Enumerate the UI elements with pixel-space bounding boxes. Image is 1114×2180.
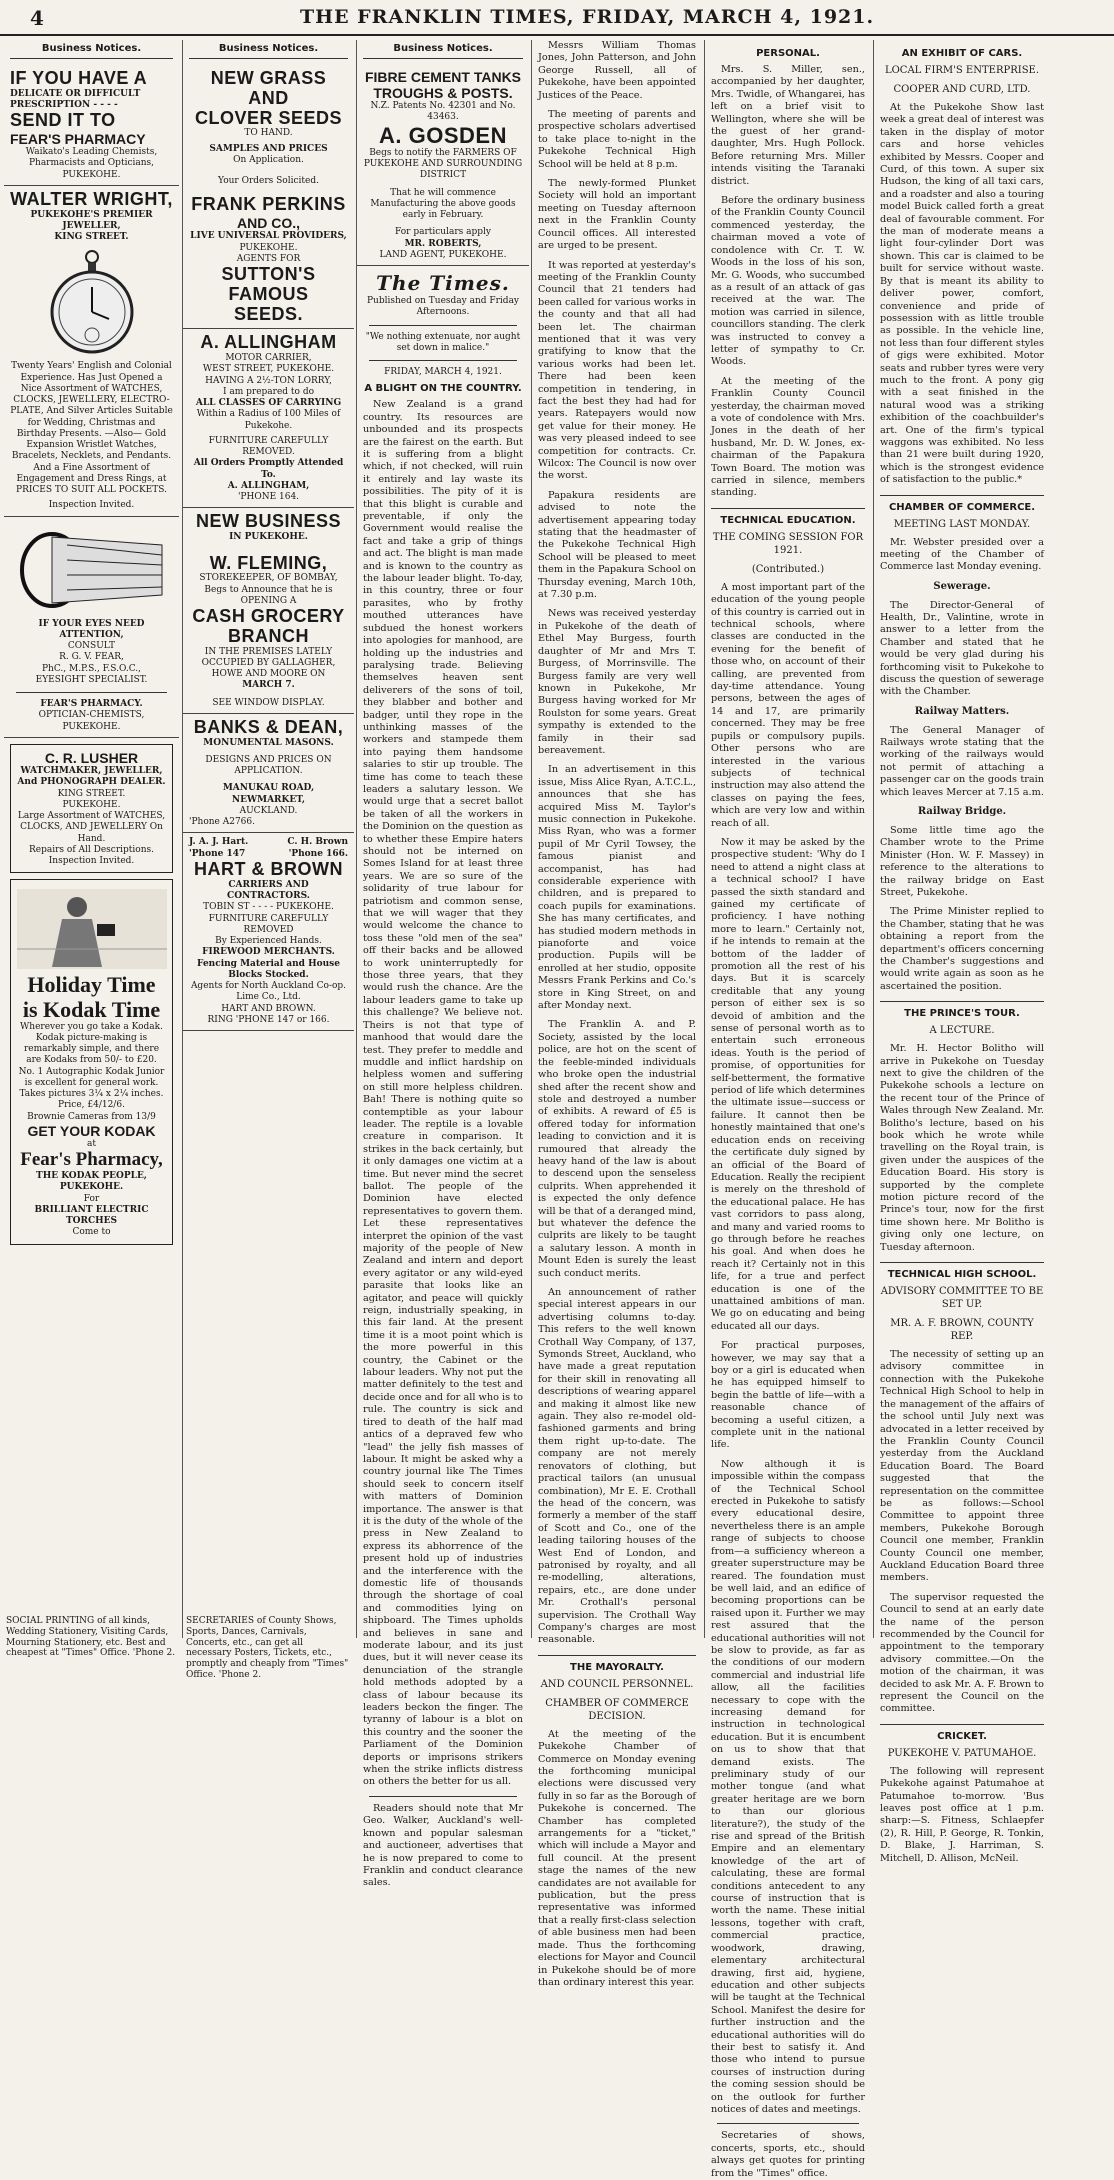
ad-headline: FEAR'S PHARMACY (10, 131, 146, 148)
paragraph: Some little time ago the Chamber wrote to the Prime Minister (Hon. W. F. Massey) in reference to the alterations to the railway bridge on East Street, Pukekohe. (880, 824, 1044, 898)
column-5 (704, 40, 871, 2179)
section-heading: THE MAYORALTY. (538, 1655, 696, 1674)
ad-text: For particulars apply (395, 227, 491, 238)
ad-text: Within a Radius of 100 Miles of Pukekohe. (196, 409, 341, 431)
ad-text: OPENING A (240, 595, 297, 606)
ad-text: C. H. Brown 'Phone 166. (287, 837, 348, 859)
eyeglasses-icon (12, 525, 172, 615)
ad-text: Come to (72, 1227, 111, 1238)
ad-headline: WALTER WRIGHT, (10, 188, 173, 209)
ad-text: That he will commence Manufacturing the above goods early in February. (370, 187, 516, 221)
paragraph: Mrs. S. Miller, sen., accompanied by her daughter, Mrs. Twidle, of Whangarei, has left on a brief visit to Wellington, where she will be the guest of her grand-daughter, Mrs. Hugh Pollock. Before returning Mrs. Miller intends visiting the Taranaki district. (711, 64, 865, 187)
subhead: Sewerage. (933, 580, 991, 592)
editorial-date: FRIDAY, MARCH 4, 1921. (384, 367, 502, 378)
ad-text: Kodak picture-making is remarkably simple, and there are Kodaks from 50/- to £20. (23, 1032, 160, 1066)
ad-text: Large Assortment of WATCHES, CLOCKS, AND JEWELLERY On Hand. (17, 811, 166, 844)
ad-headline: SEND IT TO (10, 110, 116, 131)
ad-headline: IF YOUR EYES NEED ATTENTION, (38, 618, 145, 640)
section-subheading: THE COMING SESSION FOR 1921. (712, 531, 864, 556)
column-1 (4, 40, 179, 1638)
newspaper-name: The Times. (376, 271, 510, 296)
paragraph: The General Manager of Railways wrote stating that the working of the railways would not permit of attaching a passenger car on the goods train which leaves Mercer at 7.15 a.m. (880, 724, 1044, 798)
eyesight-ad (4, 517, 179, 738)
ad-text: PUKEKOHE. (62, 169, 121, 180)
ad-text: KING STREET. (57, 788, 126, 799)
ad-text: HART AND BROWN. (221, 1003, 316, 1014)
paragraph: Secretaries of shows, concerts, sports, etc., should always get quotes for printing from the "Times" office. (711, 2130, 865, 2179)
ad-text: PUKEKOHE. (239, 242, 298, 253)
ad-text: IN THE PREMISES LATELY OCCUPIED BY GALLAGHER, HOWE AND MOORE ON (201, 646, 336, 680)
paragraph: The meeting of parents and prospective scholars advertised to take place to-night in the Pukekohe Technical High School will be held at 8 p.m. (538, 109, 696, 170)
ad-text: MONUMENTAL MASONS. (203, 737, 334, 748)
chamber-article (874, 537, 1050, 994)
ad-headline: FRANK PERKINS (191, 194, 346, 215)
section-subheading: (Contributed.) (751, 563, 825, 575)
ad-text: R. G. V. FEAR, (59, 652, 124, 663)
ad-headline: A. GOSDEN (379, 122, 507, 148)
subhead: Railway Matters. (914, 705, 1010, 717)
paragraph: Readers should note that Mr Geo. Walker, Auckland's well-known and popular salesman and auctioneer, advertises that he is now prepared to come to Franklin and conduct clearance sales. (363, 1802, 523, 1889)
kodak-ad (10, 879, 173, 1244)
paragraph: The Franklin A. and P. Society, assisted by the local police, are hot on the scent of the feeble-minded individuals who broke open the industrial shed after the recent show and stole and destroyed a number of exhibits. A reward of £5 is offered today for information leading to conviction and it is rumoured that already the heavy hand of the law is about to descend upon the senseless culprits. When apprehended it is expected the only defence will be that of a deranged mind, but whatever the defence the culprits are likely to be taught a salutary lesson. A month in Mount Eden is surely the least such conduct merits. (538, 1019, 696, 1279)
paragraph: Mr. Webster presided over a meeting of the Chamber of Commerce last Monday evening. (880, 536, 1044, 573)
ad-text: For (83, 1193, 100, 1204)
ad-text: Begs to notify the FARMERS OF PUKEKOHE AND SURROUNDING DISTRICT (363, 147, 523, 181)
ad-headline: BRANCH (228, 625, 309, 646)
ad-text: BRILLIANT ELECTRIC TORCHES (34, 1204, 149, 1227)
ad-headline: HART & BROWN (194, 858, 343, 879)
ad-headline: AND CO., (237, 215, 300, 232)
fleming-ad (183, 508, 354, 713)
ad-text: MOTOR CARRIER, (225, 353, 312, 364)
section-subheading: COOPER AND CURD, LTD. (893, 84, 1031, 95)
paragraph: For practical purposes, however, we may say that a boy or a girl is educated when he has equipped himself to begin the battle of life—with a reasonable chance of becoming a useful citizen, a complete unit in the national life. (711, 1340, 865, 1451)
paragraph: At the meeting of the Pukekohe Chamber of Commerce on Monday evening the forthcoming municipal elections were discussed very fully in so far as the Borough of Pukekohe is concerned. The Chamber has completed arrangements for a "ticket," which will include a Mayor and full council. At the present stage the names of the new candidates are not available for publication, but the press representative was informed that a really first-class selection of able business men had been made. Thus the forthcoming elections for Mayor and Council in Pukekohe should be of more than ordinary interest this year. (538, 1728, 696, 1988)
ad-text: 'PHONE 164. (237, 492, 300, 503)
ad-text: MARCH 7. (242, 680, 295, 691)
local-news (532, 40, 702, 1647)
column-header: Business Notices. (363, 40, 523, 59)
column-header: Business Notices. (10, 40, 173, 59)
ad-text: LIVE UNIVERSAL PROVIDERS, (190, 231, 347, 242)
ad-text: All Orders Promptly Attended To. (193, 458, 344, 480)
paragraph: The Director-General of Health, Dr., Valintine, wrote in answer to a letter from the Chamber and stated that he would be very glad during his forthcoming visit to Pukekohe to discuss the question of sewerage with the Chamber. (880, 599, 1044, 698)
ad-text: I am prepared to do (222, 386, 315, 397)
ad-headline: NEW GRASS AND (210, 68, 327, 108)
section-heading: CHAMBER OF COMMERCE. (880, 495, 1044, 514)
ad-text: PUKEKOHE'S PREMIER (30, 209, 153, 220)
paragraph: The Prime Minister replied to the Chamber, stating that he was obtaining a report from the department's officers concerning the Chamber's suggestions and would write again as soon as he ascertained the position. (880, 906, 1044, 992)
ad-headline: GET YOUR KODAK (27, 1122, 156, 1139)
paragraph: An announcement of rather special interest appears in our advertising columns to-day. This refers to the well known Crothall Way Company, of 137, Symonds Street, Auckland, who have made a great reputation for their skill in renovating all descriptions of wearing apparel and making it almost like new again. They also re-model old-fashioned garments and bring them right up-to-date. The company are not merely renovators of clothing, but practical tailors (an unusual combination), Mr E. E. Crothall the head of the concern, was formerly a member of the staff of Scott and Co., one of the leading tailoring houses of the West End of London, and patronised by royalty, and all re-modelling, alterations, repairs, etc., are done under Mr. Crothall's personal supervision. The Crothall Way Company's charges are most reasonable. (538, 1287, 696, 1646)
technical-school-article (874, 1349, 1050, 1716)
ad-headline: SUTTON'S FAMOUS (221, 264, 316, 304)
paragraph: At the meeting of the Franklin County Council yesterday, the chairman moved a vote of condolence with Mrs. Jones in the death of her husband, Mr. D. W. Jones, ex-chairman of the Papakura Town Board. The motion was carried in silence, members standing. (711, 375, 865, 499)
ad-text: DELICATE OR DIFFICULT PRESCRIPTION - - - - (10, 88, 141, 111)
ad-text: CARRIERS AND CONTRACTORS. (227, 879, 310, 901)
column-header: Business Notices. (189, 40, 348, 59)
ad-text: ALL CLASSES OF CARRYING (195, 398, 342, 409)
ad-text: FURNITURE CAREFULLY REMOVED (208, 913, 329, 935)
ad-headline: A. ALLINGHAM (200, 332, 337, 353)
section-subheading: A LECTURE. (929, 1025, 995, 1037)
column-3 (356, 40, 529, 1889)
ad-text: TO HAND. (244, 128, 293, 139)
ad-text: On Application. (233, 154, 304, 165)
ad-text: Repairs of All Descriptions. (29, 844, 154, 855)
ad-text: JEWELLER, (62, 220, 121, 231)
ad-headline: TROUGHS & POSTS. (373, 85, 513, 102)
ad-text: N.Z. Patents No. 42301 and No. 43463. (370, 101, 516, 123)
paragraph: The supervisor requested the Council to send at an early date the name of the person recommended by the Council for appointment to the temporary advisory committee.—On the motion of the chairman, it was decided to ask Mr. A. F. Brown to represent the Council on the committee. (880, 1591, 1044, 1715)
ad-text: RING 'PHONE 147 or 166. (207, 1014, 330, 1025)
ad-text: 'Phone A2766. (189, 817, 255, 828)
ad-text: Inspection Invited. (48, 500, 135, 511)
ad-headline: Fear's Pharmacy, (20, 1149, 163, 1171)
ad-text: MR. ROBERTS, (404, 238, 482, 249)
paragraph: Now it may be asked by the prospective student: 'Why do I need to attend a night class at a technical school? I have passed the sixth standard and gained my certificate of proficiency. I have nothing more to learn." Certainly not, if he intends to remain at the bottom of the ladder of promotion all the rest of his days. But it is scarcely creditable that any young person of either sex is so devoid of ambition and the sense of personal worth as to entertain such erroneous ideas. Youth is the period of promise, of opportunities for self-betterment, the formative period of life which determines the ultimate issue—success or failure. It cannot then be honestly maintained that one's education ends on receiving the certificate duly signed by an official of the Board of Education. Really the recipient is merely on the threshold of the educational palace. He has vast corridors to pass along, and many and varied rooms to go through before he reaches his goal. And when does he reach it? Certainly not in this life, for a true and perfect education is one of the unattained ambitions of man. We go on educating and being educated all our days. (711, 836, 865, 1332)
footer-notice: SOCIAL PRINTING of all kinds, Wedding Stationery, Visiting Cards, Mourning Stationery, etc. Best and cheapest at "Times" Office. 'Phone 2. (6, 1616, 176, 1659)
ad-text: OPTICIAN-CHEMISTS, (38, 710, 145, 721)
subhead: Railway Bridge. (917, 806, 1007, 818)
allingham-ad (183, 329, 354, 508)
section-subheading: LOCAL FIRM'S ENTERPRISE. (884, 65, 1040, 76)
ad-text: LAND AGENT, PUKEKOHE. (379, 249, 507, 260)
ad-text: Agents for North Auckland Co-op. Lime Co., Ltd. (190, 981, 347, 1003)
section-subheading: MEETING LAST MONDAY. (893, 518, 1031, 530)
section-heading: TECHNICAL EDUCATION. (711, 508, 865, 527)
ad-headline: FIBRE CEMENT TANKS (364, 69, 522, 85)
column-2 (182, 40, 354, 1638)
ad-text: DESIGNS AND PRICES ON APPLICATION. (205, 754, 332, 777)
newspaper-title: THE FRANKLIN TIMES, FRIDAY, MARCH 4, 1921. (300, 6, 875, 28)
fear-pharmacy-ad (4, 65, 179, 186)
ad-text: Inspection Invited. (48, 856, 135, 867)
section-heading: PERSONAL. (756, 48, 820, 59)
gosden-ad (357, 65, 529, 266)
section-subheading: MR. A. F. BROWN, COUNTY REP. (890, 1318, 1034, 1343)
ad-text: SAMPLES AND PRICES (209, 143, 328, 154)
ad-text: HAVING A 2½-TON LORRY, (205, 375, 332, 386)
paragraph: The necessity of setting up an advisory committee in connection with the Pukekohe Technical High School to help in the management of the affairs of the school until July next was advocated in a letter received by the Franklin County Council yesterday from the Auckland Education Board. The Board suggested that the representation on the committee be as follows:—School Committee to appoint three members, Pukekohe Borough Council one member, Franklin County Council one member, Auckland Education Board three members. (880, 1349, 1044, 1584)
ad-headline: IF YOU HAVE A (10, 68, 148, 88)
paragraph: New Zealand is a grand country. Its resources are unbounded and its prospects are the fairest on the earth. But it is suffering from a blight which, if not checked, will ruin it entirely and lay waste its possibilities. The pity of it is that this blight is curable and preventable, if only the Government would realise the fact and take a grip of things and act. The blight is man made and is known to the country as the labour leader blight. To-day, in this country, three or four parasites, who by frothy mouthed utterances have subdued the honest workers into apologies for manhood, are holding up the industries and paralysing trade. Believing themselves heaven sent deliverers of the sons of toil, they blabber and bother and badger, until they rope in the unthinking masses of the workers and stampede them into paying them handsome salaries to stir up trouble. The time has come to teach these leaders a salutary lesson. We would urge that a secret ballot be taken of all the workers in the Dominion on the question as to whether these Empire haters should not be interned on Somes Island for at least three years. We are so sure of the solidarity of true labour for patriotism and common sense, that we will wager that they would welcome the chance to toss these "old men of the sea" off their backs and be allowed to work uninterruptedly for those three years, that they would rush the chance. Are the labour leaders game to take up this challenge? We believe not. Theirs is not that type of manhood that would dare the test. They prefer to meddle and muddle and inflict hardship on helpless women and suffering on still more helpless children. Bah! There is nothing quite so contemptible as your labour leader. The reptile is a lovable creature in comparison. It strikes in the back certainly, but it only damages one victim at a time. But never mind the secret ballot. The people of the Dominion have elected representatives to govern them. Let these representatives interpret the opinion of the vast majority of the people of New Zealand and intern and deport every agitator or any wild-eyed parasite that looks like an agitator, and peace will quickly reign, industrially speaking, in this fair land. At the present time it is a moot point which is the more powerful in this country, the Cabinet or the labour leaders. Why not put the matter definitely to the test and decide once and for all who is to rule. The country is sick and tired to death of the half mad antics of a depraved few who "lead" the jelly fish masses of labour. It might be asked why a country journal like The Times should seek to concern itself with matters of Dominion importance. The answer is that it is the duty of the whole of the press in New Zealand to express its abhorrence of the present hold up of industries and the interference with the domestic life of thousands through the shortage of coal and commodities lying on shipboard. The Times upholds and believes in sane and moderate labour, and its just dues, but it will never cease its denunciation of the strangle hold methods adopted by a class of labour because its leaders beckon the finger. The tyranny of labour is a blot on this country and the sooner the Parliament of the Dominion deports or imprisons strikers when the strike inflicts distress on others the better for us all. (363, 399, 523, 1788)
personal-news (705, 64, 871, 500)
paragraph: Papakura residents are advised to note the advertisement appearing today stating that the headmaster of the Pukekohe Technical High School will be pleased to meet them in the Papakura School on Thursday evening, March 10th, at 7.30 p.m. (538, 489, 696, 601)
pocket-watch-icon (47, 247, 137, 357)
walter-wright-ad (4, 186, 179, 517)
woman-with-camera-illustration (17, 889, 167, 969)
ad-headline: SEEDS. (233, 303, 304, 324)
paragraph: Before the ordinary business of the Franklin County Council commenced yesterday, the chairman moved a vote of condolence with Cr. T. W. Woods in the loss of his son, Mr. G. Woods, who succumbed as a result of an attack of gas received at the war. The motion was carried in silence, councillors standing. The clerk was instructed to convey a letter of sympathy to Cr. Woods. (711, 195, 865, 368)
editorial-headline: A BLIGHT ON THE COUNTRY. (364, 383, 522, 395)
section-heading: CRICKET. (880, 1724, 1044, 1743)
times-masthead (357, 266, 529, 399)
cricket-article (874, 1766, 1050, 1865)
ad-text: STOREKEEPER, OF BOMBAY, (199, 573, 338, 584)
ad-text: TOBIN ST - - - - PUKEKOHE. (203, 902, 334, 913)
section-heading: AN EXHIBIT OF CARS. (901, 48, 1023, 59)
ad-text: KING STREET. (54, 232, 129, 243)
ad-text: EYESIGHT SPECIALIST. (35, 674, 148, 685)
ad-text: THE KODAK PEOPLE, PUKEKOHE. (36, 1171, 147, 1193)
ad-text: Wherever you go take a Kodak. (20, 1021, 163, 1032)
ad-text: AGENTS FOR (236, 253, 301, 264)
ad-headline: is Kodak Time (22, 996, 161, 1022)
column-4 (531, 40, 702, 1988)
ad-text: By Experienced Hands. (215, 936, 322, 946)
ad-headline: BANKS & DEAN, (193, 716, 344, 737)
paragraph: Now although it is impossible within the compass of the Technical School erected in Pukekohe to satisfy every educational desire, nevertheless there is an ample range of subjects to choose from—a sufficiency whereon a greater superstructure may be reared. The foundation must be well laid, and an edifice of becoming proportions can be raised upon it. Further we may rest assured that the educational authorities will not be slow to provide, as far as the conditions of our modern commercial and industrial life allow, all the facilities necessary to cope with the increasing demand for instruction in technological education. But it is encumbent on us to show that that demand exists. The preliminary study of our mother tongue (and what greater heritage are we born to than our glorious literature?), the study of the rise and spread of the British Empire and an elementary knowledge of the art of calculating, these are formal conditions antecedent to any course of instruction that is worth the name. These initial lessons, together with craft, commercial practice, woodwork, drawing, elementary architectural drawing, first aid, hygiene, education and other subjects will be taught at the Technical School. Manifest the desire for further instruction and the educational authorities will do their best to satisfy it. And those who intend to pursue courses of instruction during the coming session should be on the outlook for further notices of dates and meetings. (711, 1458, 865, 2115)
masthead (0, 0, 1114, 36)
ad-text: FEAR'S PHARMACY. (40, 699, 143, 710)
ad-headline: Holiday Time (27, 972, 156, 998)
ad-text: Waikato's Leading Chemists, Pharmacists and Opticians, (25, 147, 158, 169)
princes-tour-article (874, 1043, 1050, 1254)
ad-headline: CASH GROCERY (192, 606, 345, 627)
ad-text: AUCKLAND. (239, 805, 298, 816)
cars-article (874, 102, 1050, 487)
section-subheading: AND COUNCIL PERSONNEL. (540, 1678, 694, 1690)
ad-headline: NEW BUSINESS (195, 511, 342, 532)
ad-text: Brownie Cameras from 13/9 (27, 1111, 156, 1122)
lusher-ad (10, 744, 173, 873)
paragraph: News was received yesterday in Pukekohe of the death of Ethel May Burgess, fourth daughter of Mr and Mrs T. Burgess, of Morrinsville. The Burgess family are very well known in Pukekohe, Mr Burgess having worked for Mr Roulston for some years. Great sympathy is extended to the family in their sad bereavement. (538, 608, 696, 756)
section-heading: THE PRINCE'S TOUR. (880, 1001, 1044, 1020)
ad-text: at (87, 1139, 96, 1150)
ad-text: IN PUKEKOHE. (229, 532, 308, 543)
mayoralty-article (532, 1729, 702, 1990)
hart-brown-ad (183, 833, 354, 1031)
ad-text: PhC., M.P.S., F.S.O.C., (41, 663, 141, 674)
ad-text: MANUKAU ROAD, NEWMARKET, (222, 783, 315, 805)
ad-text: PUKEKOHE. (62, 721, 121, 732)
ad-text: SEE WINDOW DISPLAY. (212, 697, 325, 708)
ad-text: WATCHMAKER, JEWELLER, And PHONOGRAPH DEALER. (17, 766, 166, 788)
ad-text: J. A. J. Hart. 'Phone 147 (189, 837, 249, 859)
ad-text: FURNITURE CAREFULLY REMOVED. (208, 435, 329, 458)
section-subheading: ADVISORY COMMITTEE TO BE SET UP. (880, 1286, 1044, 1311)
ad-text: No. 1 Autographic Kodak Junior is excellent for general work. Takes pictures 3¼ x 2¼ inches. Price, £4/12/6. (18, 1066, 165, 1111)
paragraph: A most important part of the education of the young people of this country is carried out in technical schools, where classes are conducted in the evening for the benefit of those who, on account of their calling, are prevented from day-time attendance. Young persons, between the ages of 14 and 17, are primarily concerned. They may be free pupils or compulsory pupils. Other persons who are interested in the various subjects of technical instruction may also attend the classes on paying the fees, which are very low and within reach of all. (711, 581, 865, 829)
paragraph: It was reported at yesterday's meeting of the Franklin County Council that 21 tenders had been called for various works in the county and that all had been let. The chairman mentioned that it was very gratifying to know that the various works had been let. There had been keen competition in tendering, in fact the best they had had for years. Ratepayers would now get value for their money. He was very pleased indeed to see competition for contracts. Cr. Wilcox: The Council is now over the worst. (538, 259, 696, 482)
paragraph: At the Pukekohe Show last week a great deal of interest was taken in the display of motor cars and horse vehicles exhibited by Messrs. Cooper and Curd, of this town. A super six Hudson, the king of all taxi cars, and a roadster and also a touring model Buick called forth a great deal of favourable comment. For the man of moderate means a light four-cylinder Dort was shown. This car is claimed to be built for service without waste. By that is meant its ability to deliver power, comfort, convenience and pride of possession with as little trouble as possible. In the vehicle line, not less than four different styles of gigs were exhibited. Motor seats and rubber tyres were very much to the front. A pony gig with a seat finished in the natural wood was a striking exhibition of the coachbuilder's art. One of the firm's typical waggons was exhibited. No less than 21 were built during 1920, which is the strongest evidence of satisfaction to the public.* (880, 102, 1044, 486)
paragraph: The following will represent Pukekohe against Patumahoe at Patumahoe to-morrow. 'Bus leaves post office at 1 p.m. sharp:—S. Fitness, Schlaepfer (2), R. Hill, P. George, R. Tonkin, D. Blake, J. Harriman, S. Mitchell, D. Allison, McNeil. (880, 1765, 1044, 1864)
page-number: 4 (30, 6, 44, 30)
footer-notice: SECRETARIES of County Shows, Sports, Dances, Carnivals, Concerts, etc., can get all necessary Posters, Tickets, etc., promptly and cheaply from "Times" Office. 'Phone 2. (186, 1616, 349, 1680)
ad-text: WEST STREET, PUKEKOHE. (202, 364, 335, 375)
section-heading: TECHNICAL HIGH SCHOOL. (880, 1262, 1044, 1281)
ad-text: Fencing Material and House Blocks Stocked. (197, 958, 340, 980)
ad-text: A. ALLINGHAM, (227, 480, 310, 491)
paragraph: In an advertisement in this issue, Miss Alice Ryan, A.T.C.L., announces that she has acquired Miss M. Taylor's music connection in Pukekohe. Miss Ryan, who was a former pupil of Mr Cyril Towsey, the famous pianist and accompanist, has had considerable experience with children, and is prepared to coach pupils for examinations. She has many certificates, and has studied modern methods in pianoforte and voice production. Pupils will be enrolled at her studio, opposite Messrs Frank Perkins and Co.'s store in King Street, on and after Monday next. (538, 764, 696, 1012)
paragraph: Mr. H. Hector Bolitho will arrive in Pukekohe on Tuesday next to give the children of the Pukekohe schools a lecture on the recent tour of the Prince of Wales through New Zealand. Mr. Bolitho's lecture, based on his book which he wrote while travelling on the Royal train, is given under the auspices of the Education Board. His story is supported by the complete motion picture record of the Prince's tour, now for the first time shown here. Mr Bolitho is giving only one lecture, on Tuesday afternoon. (880, 1043, 1044, 1253)
ad-headline: W. FLEMING, (209, 552, 328, 573)
ad-text: PUKEKOHE. (62, 799, 121, 810)
ad-body: Twenty Years' English and Colonial Experience. Has Just Opened a Nice Assortment of WATCHES, CLOCKS, JEWELLERY, ELECTRO-PLATE, And Silver Articles Suitable for Wedding, Christmas and Birthday Presents. —Also— Gold Expansion Wristlet Watches, Bracelets, Necklets, and Pendants. And a Fine Assortment of Engagement and Dress Rings, at PRICES TO SUIT ALL POCKETS. (10, 361, 173, 496)
ad-text: Begs to Announce that he is (204, 584, 333, 595)
motto: "We nothing extenuate, nor aught set down in malice." (365, 331, 521, 353)
ad-headline: C. R. LUSHER (44, 749, 139, 766)
publication-note: Published on Tuesday and Friday Afternoons. (366, 296, 520, 318)
frank-perkins-ad (183, 65, 354, 329)
ad-text: CONSULT (67, 641, 116, 652)
ad-headline: CLOVER SEEDS (194, 107, 343, 128)
section-subheading: PUKEKOHE V. PATUMAHOE. (887, 1747, 1037, 1759)
technical-education-article (705, 582, 871, 2180)
section-subheading: CHAMBER OF COMMERCE DECISION. (545, 1697, 689, 1722)
column-6 (873, 40, 1050, 1864)
paragraph: The newly-formed Plunket Society will hold an important meeting on Tuesday afternoon next in the Franklin County Council offices. All interested are urged to be present. (538, 178, 696, 252)
banks-dean-ad (183, 714, 354, 834)
ad-text: FIREWOOD MERCHANTS. (202, 947, 335, 958)
editorial-body (357, 399, 529, 1889)
ad-text: Your Orders Solicited. (218, 176, 319, 187)
paragraph: Messrs William Thomas Jones, John Patterson, and John George Russell, all of Pukekohe, have been appointed Justices of the Peace. (538, 40, 696, 101)
